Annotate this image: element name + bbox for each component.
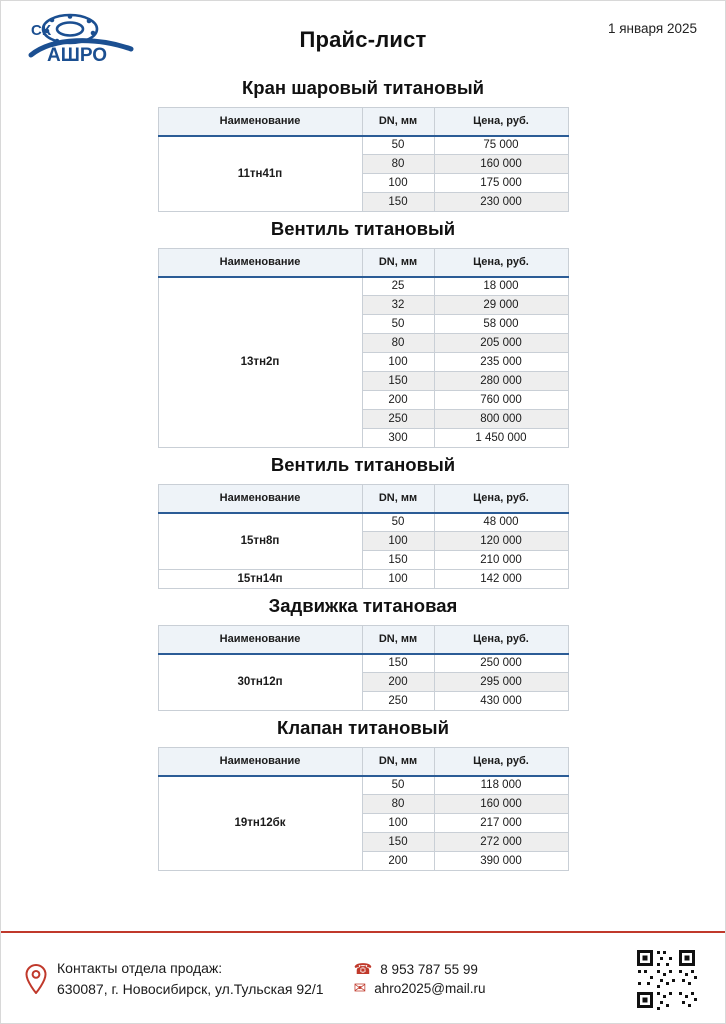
price-section	[1, 77, 725, 212]
price-cell: 160 000	[434, 795, 568, 814]
dn-cell: 150	[362, 833, 434, 852]
price-cell: 75 000	[434, 136, 568, 155]
dn-cell: 80	[362, 334, 434, 353]
dn-cell: 150	[362, 193, 434, 212]
column-header-price: Цена, руб.	[434, 485, 568, 513]
phone-row[interactable]	[354, 962, 619, 977]
product-name-cell: 15тн14п	[158, 570, 362, 589]
table-row	[158, 776, 568, 795]
dn-cell: 50	[362, 136, 434, 155]
email-address[interactable]: ahro2025@mail.ru	[374, 981, 486, 996]
dn-cell: 50	[362, 776, 434, 795]
column-header-price: Цена, руб.	[434, 249, 568, 277]
section-title: Вентиль титановый	[270, 218, 456, 239]
price-cell: 210 000	[434, 551, 568, 570]
price-cell: 48 000	[434, 513, 568, 532]
table-row	[158, 136, 568, 155]
dn-cell: 200	[362, 673, 434, 692]
column-header-dn: DN, мм	[362, 108, 434, 136]
column-header-dn: DN, мм	[362, 626, 434, 654]
price-cell: 280 000	[434, 372, 568, 391]
column-header-name: Наименование	[158, 626, 362, 654]
price-table	[158, 248, 569, 448]
price-sections	[1, 77, 725, 871]
product-name-cell: 13тн2п	[158, 277, 362, 448]
column-header-name: Наименование	[158, 748, 362, 776]
dn-cell: 150	[362, 372, 434, 391]
section-title: Клапан титановый	[277, 717, 449, 738]
price-cell: 217 000	[434, 814, 568, 833]
price-section	[1, 595, 725, 711]
section-title: Задвижка титановая	[268, 595, 458, 616]
dn-cell: 200	[362, 852, 434, 871]
dn-cell: 50	[362, 315, 434, 334]
column-header-name: Наименование	[158, 108, 362, 136]
price-table	[158, 747, 569, 871]
dn-cell: 80	[362, 155, 434, 174]
dn-cell: 80	[362, 795, 434, 814]
price-cell: 160 000	[434, 155, 568, 174]
price-section	[1, 454, 725, 589]
page-title: Прайс-лист	[299, 27, 427, 52]
table-header-row	[158, 485, 568, 513]
table-row	[158, 513, 568, 532]
email-icon: ✉	[353, 980, 367, 997]
table-header-row	[158, 748, 568, 776]
dn-cell: 200	[362, 391, 434, 410]
document-header	[1, 1, 725, 71]
price-cell: 118 000	[434, 776, 568, 795]
product-name-cell: 30тн12п	[158, 654, 362, 711]
price-cell: 272 000	[434, 833, 568, 852]
section-title: Кран шаровый титановый	[242, 77, 484, 98]
column-header-price: Цена, руб.	[434, 748, 568, 776]
table-row	[158, 654, 568, 673]
dn-cell: 100	[362, 353, 434, 372]
document-date: 1 января 2025	[607, 21, 697, 36]
column-header-price: Цена, руб.	[434, 108, 568, 136]
price-cell: 120 000	[434, 532, 568, 551]
price-cell: 230 000	[434, 193, 568, 212]
table-header-row	[158, 626, 568, 654]
price-cell: 205 000	[434, 334, 568, 353]
dn-cell: 32	[362, 296, 434, 315]
dn-cell: 25	[362, 277, 434, 296]
price-cell: 760 000	[434, 391, 568, 410]
dn-cell: 250	[362, 410, 434, 429]
price-cell: 58 000	[434, 315, 568, 334]
section-title: Вентиль титановый	[270, 454, 456, 475]
svg-text:АШРО: АШРО	[47, 45, 108, 66]
product-name-cell: 19тн12бк	[158, 776, 362, 871]
price-section	[1, 218, 725, 448]
dn-cell: 100	[362, 174, 434, 193]
dn-cell: 250	[362, 692, 434, 711]
company-address: 630087, г. Новосибирск, ул.Тульская 92/1	[57, 981, 324, 997]
product-name-cell: 11тн41п	[158, 136, 362, 212]
dn-cell: 100	[362, 814, 434, 833]
column-header-dn: DN, мм	[362, 748, 434, 776]
email-row[interactable]	[354, 981, 619, 996]
price-table	[158, 625, 569, 711]
company-logo	[23, 9, 141, 71]
price-cell: 800 000	[434, 410, 568, 429]
column-header-price: Цена, руб.	[434, 626, 568, 654]
svg-text:СК: СК	[31, 22, 51, 39]
contacts-title: Контакты отдела продаж:	[57, 960, 223, 976]
dn-cell: 100	[362, 532, 434, 551]
price-section	[1, 717, 725, 871]
dn-cell: 300	[362, 429, 434, 448]
column-header-dn: DN, мм	[362, 485, 434, 513]
table-row	[158, 277, 568, 296]
dn-cell: 150	[362, 551, 434, 570]
price-cell: 250 000	[434, 654, 568, 673]
product-name-cell: 15тн8п	[158, 513, 362, 570]
price-cell: 235 000	[434, 353, 568, 372]
price-cell: 142 000	[434, 570, 568, 589]
price-table	[158, 484, 569, 589]
dn-cell: 150	[362, 654, 434, 673]
qr-code[interactable]	[635, 948, 697, 1010]
price-cell: 1 450 000	[434, 429, 568, 448]
document-footer	[1, 931, 725, 1023]
phone-icon: ☎	[353, 961, 373, 978]
column-header-name: Наименование	[158, 485, 362, 513]
price-cell: 390 000	[434, 852, 568, 871]
column-header-dn: DN, мм	[362, 249, 434, 277]
price-cell: 295 000	[434, 673, 568, 692]
location-pin-icon	[25, 964, 47, 994]
table-row	[158, 570, 568, 589]
phone-number[interactable]: 8 953 787 55 99	[380, 962, 478, 977]
column-header-name: Наименование	[158, 249, 362, 277]
dn-cell: 100	[362, 570, 434, 589]
table-header-row	[158, 108, 568, 136]
price-cell: 175 000	[434, 174, 568, 193]
price-cell: 18 000	[434, 277, 568, 296]
price-cell: 29 000	[434, 296, 568, 315]
table-header-row	[158, 249, 568, 277]
dn-cell: 50	[362, 513, 434, 532]
price-cell: 430 000	[434, 692, 568, 711]
price-table	[158, 107, 569, 212]
